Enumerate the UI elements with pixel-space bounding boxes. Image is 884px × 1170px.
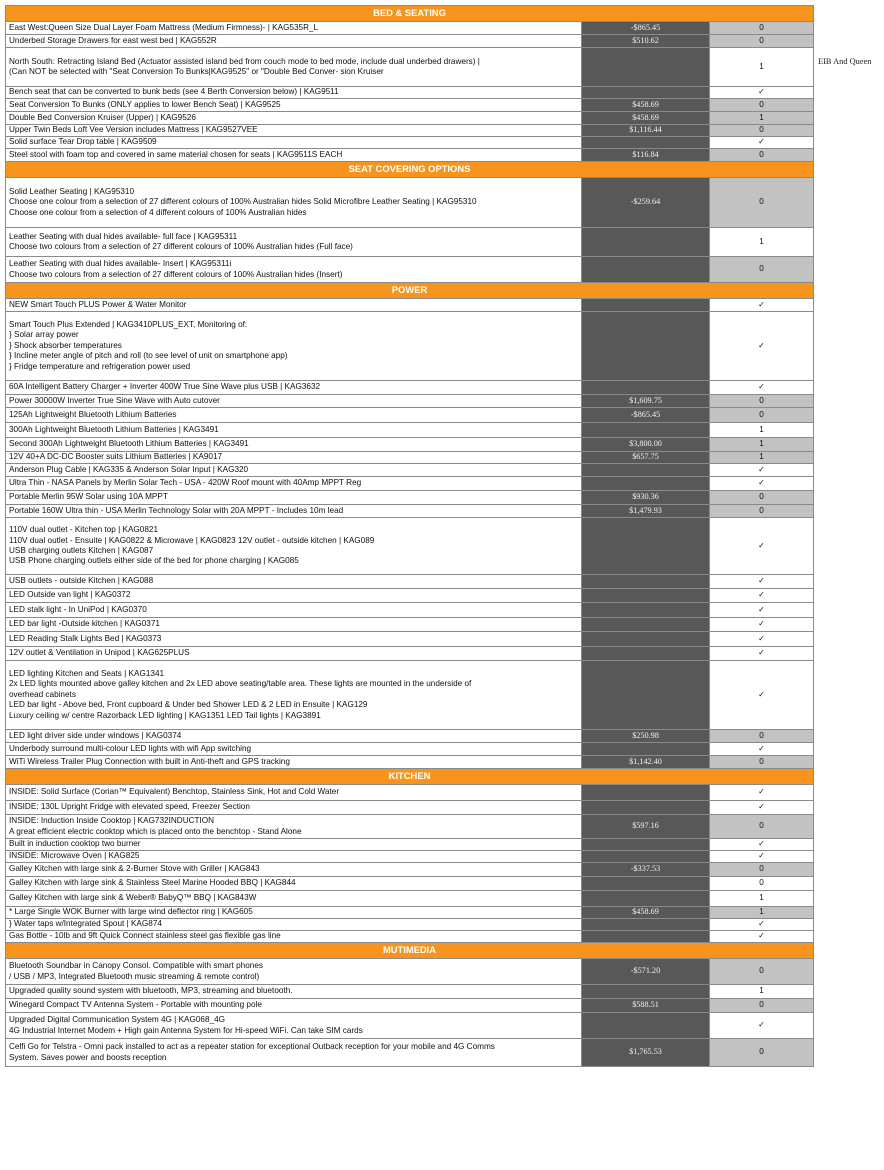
description-line: Bench seat that can be converted to bunk beds (see 4 Berth Conversion below) | KAG9511 bbox=[9, 87, 339, 97]
option-price: $458.69 bbox=[582, 99, 710, 112]
included-check-icon: ✓ bbox=[710, 87, 814, 99]
option-price bbox=[582, 423, 710, 438]
description-line: Double Bed Conversion Kruiser (Upper) | KAG9526 bbox=[9, 112, 196, 122]
description-line: 125Ah Lightweight Bluetooth Lithium Batteries bbox=[9, 409, 177, 419]
option-row bbox=[6, 907, 814, 919]
option-price: $250.98 bbox=[582, 730, 710, 743]
description-line: overhead cabinets bbox=[9, 689, 76, 699]
option-quantity: 1 bbox=[710, 891, 814, 907]
option-price bbox=[582, 785, 710, 801]
option-price bbox=[582, 228, 710, 257]
option-row bbox=[6, 801, 814, 815]
included-check-icon: ✓ bbox=[710, 931, 814, 943]
description-line: Leather Seating with dual hides available- full face | KAG95311 bbox=[9, 231, 238, 241]
option-description bbox=[6, 464, 582, 477]
option-row bbox=[6, 647, 814, 661]
options-sheet bbox=[5, 5, 813, 1067]
option-row bbox=[6, 48, 814, 87]
included-check-icon: ✓ bbox=[710, 785, 814, 801]
option-description bbox=[6, 919, 582, 931]
option-price bbox=[582, 839, 710, 851]
description-line: Solid surface Tear Drop table | KAG9509 bbox=[9, 137, 157, 147]
option-price bbox=[582, 477, 710, 491]
included-check-icon: ✓ bbox=[710, 618, 814, 632]
option-price bbox=[582, 661, 710, 730]
option-price: $3,800.00 bbox=[582, 438, 710, 452]
option-price: $1,116.44 bbox=[582, 125, 710, 137]
option-quantity: 1 bbox=[710, 423, 814, 438]
option-description bbox=[6, 603, 582, 618]
description-line: Smart Touch Plus Extended | KAG3410PLUS_EXT, Monitoring of: bbox=[9, 319, 248, 329]
included-check-icon: ✓ bbox=[710, 299, 814, 312]
option-price bbox=[582, 87, 710, 99]
option-price: -$865.45 bbox=[582, 408, 710, 423]
option-quantity: 0 bbox=[710, 1039, 814, 1067]
option-row bbox=[6, 863, 814, 877]
option-description bbox=[6, 35, 582, 48]
option-description bbox=[6, 730, 582, 743]
description-line: Steel stool with foam top and covered in same material chosen for seats | KAG9511S EACH bbox=[9, 149, 343, 159]
option-price bbox=[582, 575, 710, 589]
section-header bbox=[6, 943, 814, 959]
description-line: 110V dual outlet - Kitchen top | KAG0821 bbox=[9, 525, 158, 535]
description-line: North South: Retracting Island Bed (Actuator assisted island bed from couch mode to bed mode, include dual underbed drawers) | bbox=[9, 56, 480, 66]
option-row bbox=[6, 661, 814, 730]
option-row bbox=[6, 228, 814, 257]
description-line: Portable 160W Ultra thin - USA Merlin Technology Solar with 20A MPPT - Includes 10m lead bbox=[9, 505, 344, 515]
option-price bbox=[582, 647, 710, 661]
option-description bbox=[6, 647, 582, 661]
option-description bbox=[6, 959, 582, 985]
description-line: Choose two colours from a selection of 27 different colours of 100% Australian hides (Insert) bbox=[9, 269, 343, 279]
option-row bbox=[6, 149, 814, 162]
option-row bbox=[6, 839, 814, 851]
option-description bbox=[6, 877, 582, 891]
option-price: $930.36 bbox=[582, 491, 710, 505]
option-price bbox=[582, 985, 710, 999]
description-line: LED Reading Stalk Lights Bed | KAG0373 bbox=[9, 633, 162, 643]
option-price: $458.69 bbox=[582, 112, 710, 125]
option-row bbox=[6, 999, 814, 1013]
option-row bbox=[6, 381, 814, 395]
option-row bbox=[6, 730, 814, 743]
option-price bbox=[582, 299, 710, 312]
option-description bbox=[6, 87, 582, 99]
option-price: -$337.53 bbox=[582, 863, 710, 877]
option-row bbox=[6, 756, 814, 769]
option-quantity: 1 bbox=[710, 48, 814, 87]
option-price: $116.84 bbox=[582, 149, 710, 162]
description-line: 2x LED lights mounted above galley kitchen and 2x LED above seating/table area. These lights are mounted in the underside of bbox=[9, 679, 472, 689]
option-row bbox=[6, 632, 814, 647]
option-description bbox=[6, 851, 582, 863]
option-quantity: 0 bbox=[710, 149, 814, 162]
description-line: Winegard Compact TV Antenna System - Portable with mounting pole bbox=[9, 1000, 262, 1010]
section-title: MUTIMEDIA bbox=[6, 943, 814, 959]
description-line: } Incline meter angle of pitch and roll (to see level of unit on smartphone app) bbox=[9, 351, 288, 361]
description-line: System. Saves power and boosts reception bbox=[9, 1052, 167, 1062]
included-check-icon: ✓ bbox=[710, 518, 814, 575]
option-quantity: 0 bbox=[710, 877, 814, 891]
description-line: Upgraded quality sound system with bluetooth, MP3, streaming and bluetooth. bbox=[9, 986, 293, 996]
section-header bbox=[6, 283, 814, 299]
option-description bbox=[6, 22, 582, 35]
option-description bbox=[6, 477, 582, 491]
option-description bbox=[6, 863, 582, 877]
option-row bbox=[6, 438, 814, 452]
description-line: } Fridge temperature and refrigeration power used bbox=[9, 361, 191, 371]
option-description bbox=[6, 505, 582, 518]
description-line: LED stalk light - In UniPod | KAG0370 bbox=[9, 604, 147, 614]
option-row bbox=[6, 452, 814, 464]
option-price bbox=[582, 589, 710, 603]
option-row bbox=[6, 931, 814, 943]
description-line: Seat Conversion To Bunks (ONLY applies to lower Bench Seat) | KAG9525 bbox=[9, 99, 281, 109]
description-line: Gas Bottle - 10lb and 9ft Quick Connect stainless steel gas flexible gas line bbox=[9, 931, 281, 941]
option-description bbox=[6, 228, 582, 257]
description-line: Power 30000W Inverter True Sine Wave with Auto cutover bbox=[9, 395, 220, 405]
option-price: $458.69 bbox=[582, 907, 710, 919]
option-price bbox=[582, 618, 710, 632]
option-description bbox=[6, 815, 582, 839]
option-quantity: 0 bbox=[710, 99, 814, 112]
option-price bbox=[582, 464, 710, 477]
description-line: Anderson Plug Cable | KAG335 & Anderson Solar Input | KAG320 bbox=[9, 464, 249, 474]
option-description bbox=[6, 756, 582, 769]
option-description bbox=[6, 99, 582, 112]
description-line: Galley Kitchen with large sink & Stainless Steel Marine Hooded BBQ | KAG844 bbox=[9, 878, 296, 888]
description-line: NEW Smart Touch PLUS Power & Water Monitor bbox=[9, 299, 187, 309]
description-line: 300Ah Lightweight Bluetooth Lithium Batteries | KAG3491 bbox=[9, 424, 219, 434]
option-quantity: 1 bbox=[710, 228, 814, 257]
included-check-icon: ✓ bbox=[710, 312, 814, 381]
option-row bbox=[6, 464, 814, 477]
description-line: WiTi Wireless Trailer Plug Connection with built in Anti-theft and GPS tracking bbox=[9, 756, 290, 766]
option-row bbox=[6, 395, 814, 408]
included-check-icon: ✓ bbox=[710, 589, 814, 603]
option-row bbox=[6, 99, 814, 112]
description-line: Built in induction cooktop two burner bbox=[9, 839, 141, 849]
section-title: SEAT COVERING OPTIONS bbox=[6, 162, 814, 178]
option-quantity: 0 bbox=[710, 408, 814, 423]
option-description bbox=[6, 312, 582, 381]
section-title: POWER bbox=[6, 283, 814, 299]
description-line: } Solar array power bbox=[9, 330, 79, 340]
option-quantity: 0 bbox=[710, 35, 814, 48]
option-row bbox=[6, 785, 814, 801]
option-price bbox=[582, 801, 710, 815]
option-quantity: 1 bbox=[710, 438, 814, 452]
option-row bbox=[6, 985, 814, 999]
option-description bbox=[6, 518, 582, 575]
option-price bbox=[582, 257, 710, 283]
option-description bbox=[6, 589, 582, 603]
section-title: BED & SEATING bbox=[6, 6, 814, 22]
description-line: Luxury ceiling w/ centre Razorback LED lighting | KAG1351 LED Tail lights | KAG3891 bbox=[9, 710, 321, 720]
option-quantity: 1 bbox=[710, 112, 814, 125]
description-line: * Large Single WOK Burner with large wind deflector ring | KAG605 bbox=[9, 907, 253, 917]
option-row bbox=[6, 959, 814, 985]
description-line: Underbody surround multi-colour LED lights with wifi App switching bbox=[9, 743, 252, 753]
option-row bbox=[6, 877, 814, 891]
option-description bbox=[6, 661, 582, 730]
option-price bbox=[582, 743, 710, 756]
description-line: Ultra Thin - NASA Panels by Merlin Solar Tech - USA - 420W Roof mount with 40Amp MPPT Reg bbox=[9, 478, 362, 488]
description-line: Second 300Ah Lightweight Bluetooth Lithium Batteries | KAG3491 bbox=[9, 439, 249, 449]
option-row bbox=[6, 589, 814, 603]
description-line: } Shock absorber temperatures bbox=[9, 340, 122, 350]
option-description bbox=[6, 48, 582, 87]
option-quantity: 0 bbox=[710, 959, 814, 985]
description-line: USB outlets - outside Kitchen | KAG088 bbox=[9, 576, 154, 586]
option-quantity: 0 bbox=[710, 125, 814, 137]
option-description bbox=[6, 931, 582, 943]
description-line: Choose one colour from a selection of 27 different colours of 100% Australian hides Solid Microfibre Leather Seating | KAG95310 bbox=[9, 197, 477, 207]
included-check-icon: ✓ bbox=[710, 137, 814, 149]
option-description bbox=[6, 575, 582, 589]
included-check-icon: ✓ bbox=[710, 801, 814, 815]
option-row bbox=[6, 891, 814, 907]
included-check-icon: ✓ bbox=[710, 1013, 814, 1039]
option-price bbox=[582, 919, 710, 931]
included-check-icon: ✓ bbox=[710, 661, 814, 730]
section-header bbox=[6, 162, 814, 178]
option-price: -$571.20 bbox=[582, 959, 710, 985]
included-check-icon: ✓ bbox=[710, 839, 814, 851]
option-row bbox=[6, 178, 814, 228]
option-row bbox=[6, 1039, 814, 1067]
included-check-icon: ✓ bbox=[710, 575, 814, 589]
option-description bbox=[6, 452, 582, 464]
included-check-icon: ✓ bbox=[710, 919, 814, 931]
option-row bbox=[6, 743, 814, 756]
description-line: INSIDE: Solid Surface (Corian™ Equivalent) Benchtop, Stainless Sink, Hot and Cold Water bbox=[9, 787, 340, 797]
options-table-body bbox=[6, 6, 814, 1067]
description-line: East West:Queen Size Dual Layer Foam Mattress (Medium Firmness)- | KAG535R_L bbox=[9, 22, 319, 32]
option-quantity: 1 bbox=[710, 452, 814, 464]
option-description bbox=[6, 395, 582, 408]
option-description bbox=[6, 891, 582, 907]
included-check-icon: ✓ bbox=[710, 632, 814, 647]
option-description bbox=[6, 257, 582, 283]
description-line: Galley Kitchen with large sink & 2-Burner Stove with Griller | KAG843 bbox=[9, 864, 260, 874]
description-line: (Can NOT be selected with "Seat Conversion To Bunks|KAG9525" or "Double Bed Conver- sion Kruiser bbox=[9, 67, 384, 76]
description-line: INSIDE: Induction Inside Cooktop | KAG732INDUCTION bbox=[9, 816, 215, 826]
option-row bbox=[6, 22, 814, 35]
option-description bbox=[6, 178, 582, 228]
option-price bbox=[582, 518, 710, 575]
option-quantity: 0 bbox=[710, 22, 814, 35]
option-row bbox=[6, 603, 814, 618]
included-check-icon: ✓ bbox=[710, 477, 814, 491]
option-price: $1,142.40 bbox=[582, 756, 710, 769]
option-description bbox=[6, 112, 582, 125]
description-line: Underbed Storage Drawers for east west bed | KAG552R bbox=[9, 35, 217, 45]
option-row bbox=[6, 423, 814, 438]
option-description bbox=[6, 985, 582, 999]
option-price bbox=[582, 603, 710, 618]
option-quantity: 0 bbox=[710, 863, 814, 877]
option-price: $510.62 bbox=[582, 35, 710, 48]
description-line: 110V dual outlet - Ensuite | KAG0822 & Microwave | KAG0823 12V outlet - outside kitchen | KAG089 bbox=[9, 535, 375, 545]
option-quantity: 0 bbox=[710, 178, 814, 228]
option-row bbox=[6, 299, 814, 312]
included-check-icon: ✓ bbox=[710, 743, 814, 756]
description-line: Solid Leather Seating | KAG95310 bbox=[9, 186, 135, 196]
description-line: INSIDE: 130L Upright Fridge with elevated speed, Freezer Section bbox=[9, 802, 250, 812]
option-description bbox=[6, 381, 582, 395]
option-quantity: 0 bbox=[710, 999, 814, 1013]
option-row bbox=[6, 505, 814, 518]
description-line: } Water taps w/Integrated Spout | KAG874 bbox=[9, 919, 162, 929]
description-line: A great efficient electric cooktop which is placed onto the benchtop - Stand Alone bbox=[9, 826, 302, 836]
option-row bbox=[6, 851, 814, 863]
section-header bbox=[6, 6, 814, 22]
option-quantity: 0 bbox=[710, 815, 814, 839]
included-check-icon: ✓ bbox=[710, 851, 814, 863]
option-description bbox=[6, 839, 582, 851]
option-quantity: 0 bbox=[710, 395, 814, 408]
option-price bbox=[582, 312, 710, 381]
option-quantity: 0 bbox=[710, 505, 814, 518]
option-price bbox=[582, 877, 710, 891]
included-check-icon: ✓ bbox=[710, 603, 814, 618]
description-line: / USB / MP3, Integrated Bluetooth music streaming & remote control) bbox=[9, 971, 260, 981]
option-price bbox=[582, 381, 710, 395]
option-description bbox=[6, 423, 582, 438]
included-check-icon: ✓ bbox=[710, 464, 814, 477]
option-description bbox=[6, 125, 582, 137]
option-row bbox=[6, 125, 814, 137]
option-description bbox=[6, 149, 582, 162]
option-price bbox=[582, 891, 710, 907]
option-row bbox=[6, 137, 814, 149]
description-line: 12V 40+A DC-DC Booster suits Lithium Batteries | KA9017 bbox=[9, 452, 223, 462]
description-line: USB Phone charging outlets either side of the bed for phone charging | KAG085 bbox=[9, 556, 299, 566]
option-price: $597.16 bbox=[582, 815, 710, 839]
description-line: Leather Seating with dual hides available- Insert | KAG95311i bbox=[9, 259, 232, 269]
option-quantity: 1 bbox=[710, 985, 814, 999]
option-price bbox=[582, 931, 710, 943]
option-row bbox=[6, 491, 814, 505]
option-quantity: 0 bbox=[710, 257, 814, 283]
option-price: $588.51 bbox=[582, 999, 710, 1013]
option-description bbox=[6, 491, 582, 505]
option-row bbox=[6, 312, 814, 381]
option-description bbox=[6, 1039, 582, 1067]
section-title: KITCHEN bbox=[6, 769, 814, 785]
option-description bbox=[6, 907, 582, 919]
option-price: $1,765.53 bbox=[582, 1039, 710, 1067]
option-row bbox=[6, 112, 814, 125]
description-line: Bluetooth Soundbar in Canopy Consol. Compatible with smart phones bbox=[9, 961, 263, 971]
included-check-icon: ✓ bbox=[710, 647, 814, 661]
description-line: 60A Intelligent Battery Charger + Inverter 400W True Sine Wave plus USB | KAG3632 bbox=[9, 382, 321, 392]
option-price: -$259.64 bbox=[582, 178, 710, 228]
option-price: -$865.45 bbox=[582, 22, 710, 35]
description-line: LED bar light -Outside kitchen | KAG0371 bbox=[9, 619, 160, 629]
option-description bbox=[6, 743, 582, 756]
option-description bbox=[6, 618, 582, 632]
option-price bbox=[582, 48, 710, 87]
description-line: Upper Twin Beds Loft Vee Version includes Mattress | KAG9527VEE bbox=[9, 125, 258, 135]
option-row bbox=[6, 815, 814, 839]
description-line: Choose two colours from a selection of 27 different colours of 100% Australian hides (Full face) bbox=[9, 242, 353, 251]
option-price bbox=[582, 851, 710, 863]
option-row bbox=[6, 1013, 814, 1039]
option-row bbox=[6, 919, 814, 931]
option-description bbox=[6, 785, 582, 801]
option-price: $1,609.75 bbox=[582, 395, 710, 408]
section-header bbox=[6, 769, 814, 785]
option-price: $1,479.93 bbox=[582, 505, 710, 518]
description-line: 12V outlet & Ventilation in Unipod | KAG625PLUS bbox=[9, 648, 190, 658]
option-row bbox=[6, 408, 814, 423]
option-description bbox=[6, 801, 582, 815]
option-quantity: 0 bbox=[710, 730, 814, 743]
option-row bbox=[6, 477, 814, 491]
description-line: 4G Industrial Internet Modem + High gain Antenna System for Hi-speed WiFi. Can take SIM cards bbox=[9, 1025, 363, 1035]
option-description bbox=[6, 438, 582, 452]
option-description bbox=[6, 632, 582, 647]
side-note: EIB And Queen bbox=[818, 57, 872, 66]
description-line: Choose one colour from a selection of 4 different colours of 100% Australian hides bbox=[9, 207, 307, 217]
options-table bbox=[5, 5, 814, 1067]
description-line: USB charging outlets Kitchen | KAG087 bbox=[9, 546, 154, 555]
description-line: LED bar light - Above bed, Front cupboard & Under bed Shower LED & 2 LED in Ensuite | KAG129 bbox=[9, 700, 368, 710]
option-price bbox=[582, 137, 710, 149]
option-description bbox=[6, 999, 582, 1013]
option-description bbox=[6, 299, 582, 312]
option-description bbox=[6, 137, 582, 149]
option-price: $657.75 bbox=[582, 452, 710, 464]
option-row bbox=[6, 257, 814, 283]
option-row bbox=[6, 618, 814, 632]
included-check-icon: ✓ bbox=[710, 381, 814, 395]
description-line: LED light driver side under windows | KAG0374 bbox=[9, 730, 182, 740]
description-line: Portable Merlin 95W Solar using 10A MPPT bbox=[9, 492, 168, 502]
option-quantity: 0 bbox=[710, 491, 814, 505]
option-row bbox=[6, 575, 814, 589]
description-line: Galley Kitchen with large sink & Weber® BabyQ™ BBQ | KAG843W bbox=[9, 893, 257, 903]
description-line: INSIDE: Microwave Oven | KAG825 bbox=[9, 851, 140, 861]
description-line: LED Outside van light | KAG0372 bbox=[9, 590, 131, 600]
option-row bbox=[6, 87, 814, 99]
description-line: Upgraded Digital Communication System 4G | KAG068_4G bbox=[9, 1015, 226, 1025]
description-line: LED lighting Kitchen and Seats | KAG1341 bbox=[9, 668, 165, 678]
option-row bbox=[6, 518, 814, 575]
option-price bbox=[582, 632, 710, 647]
option-price bbox=[582, 1013, 710, 1039]
description-line: Celfi Go for Telstra - Omni pack installed to act as a repeater station for exceptional Outback reception for your mobile and 4G Comms bbox=[9, 1042, 495, 1052]
option-quantity: 0 bbox=[710, 756, 814, 769]
option-quantity: 1 bbox=[710, 907, 814, 919]
option-row bbox=[6, 35, 814, 48]
option-description bbox=[6, 1013, 582, 1039]
option-description bbox=[6, 408, 582, 423]
